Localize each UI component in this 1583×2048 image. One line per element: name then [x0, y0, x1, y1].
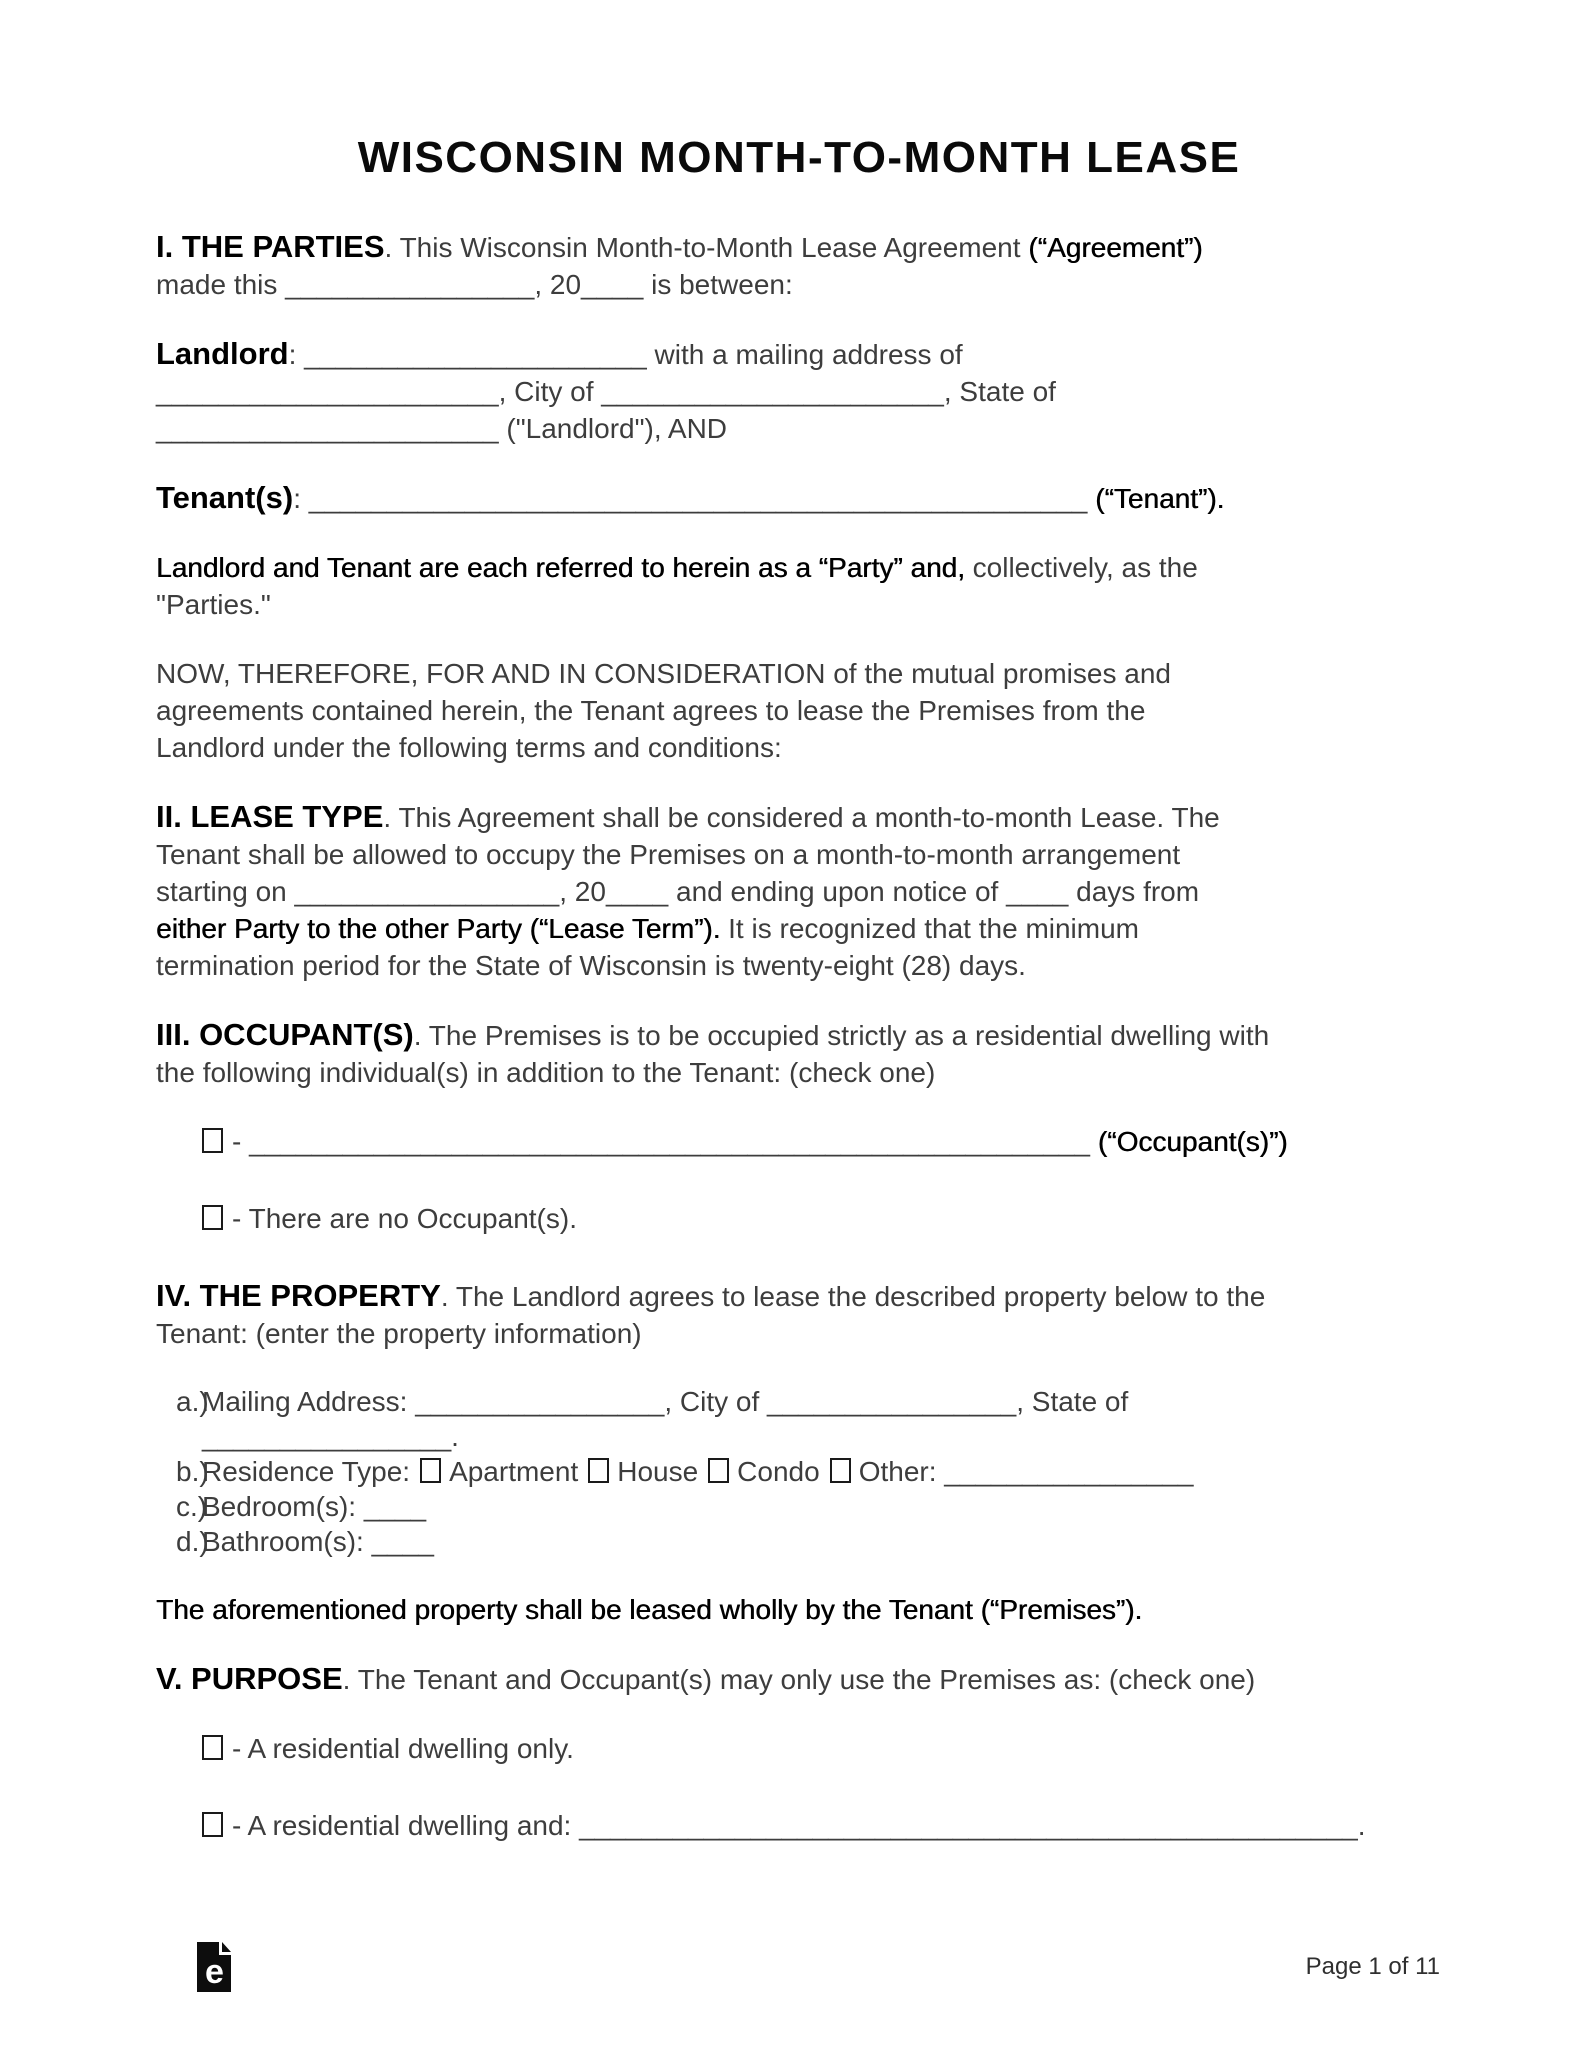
no-occupants-checkbox[interactable]: [202, 1205, 223, 1230]
section-tenant: [156, 479, 1442, 517]
consideration-line2: agreements contained herein, the Tenant agrees to lease the Premises from the: [156, 695, 1146, 726]
section-lease-type: [156, 798, 1442, 984]
residence-apartment-label: Apartment: [449, 1456, 579, 1487]
property-item-bedrooms: [156, 1489, 1442, 1524]
mailing-address-blank: Mailing Address: ________________, City of ________________, State of: [202, 1386, 1129, 1417]
occupants-ref: (“Occupant(s)”): [1097, 1126, 1288, 1157]
residence-type-label: Residence Type:: [202, 1456, 411, 1487]
purpose-dwelling-and-row: [156, 1807, 1442, 1844]
item-b-marker: b.): [176, 1456, 209, 1487]
occupants-heading: III. OCCUPANT(S): [156, 1017, 414, 1052]
item-a-marker: a.): [176, 1386, 209, 1417]
property-item-bathrooms: [156, 1524, 1442, 1559]
residence-condo-label: Condo: [737, 1456, 820, 1487]
dwelling-only-checkbox[interactable]: [202, 1735, 223, 1760]
lease-type-line4: It is recognized that the minimum: [728, 913, 1139, 944]
landlord-label: Landlord: [156, 336, 289, 371]
occupants-line2: the following individual(s) in addition to the Tenant: (check one): [156, 1057, 936, 1088]
dwelling-and-blank: - A residential dwelling and: __________________________________________________.: [232, 1810, 1366, 1841]
residence-other-checkbox[interactable]: [830, 1458, 851, 1483]
page-number: Page 1 of 11: [1305, 1953, 1440, 1980]
lease-type-line1: . This Agreement shall be considered a month-to-month Lease. The: [383, 802, 1220, 833]
party-clause: [156, 549, 1442, 623]
consideration-clause: [156, 655, 1442, 766]
landlord-address-blank: ______________________, City of ______________________, State of: [156, 376, 1056, 407]
occupants-line1: . The Premises is to be occupied strictly as a residential dwelling with: [413, 1020, 1270, 1051]
occupants-named-checkbox[interactable]: [202, 1128, 223, 1153]
lease-start-blank: starting on _________________, 20____ and ending upon notice of ____ days from: [156, 876, 1200, 907]
property-item-mailing-address: [156, 1384, 1442, 1454]
section-purpose: [156, 1660, 1442, 1698]
landlord-state-blank: ______________________ ("Landlord"), AND: [156, 413, 728, 444]
section-occupants: [156, 1016, 1442, 1091]
lease-type-line5: termination period for the State of Wisconsin is twenty-eight (28) days.: [156, 950, 1026, 981]
section-landlord: [156, 335, 1442, 447]
party-clause-light: collectively, as the: [972, 552, 1198, 583]
section-property: [156, 1277, 1442, 1352]
tenant-ref: (“Tenant”).: [1095, 483, 1225, 514]
consideration-line1: NOW, THEREFORE, FOR AND IN CONSIDERATION of the mutual promises and: [156, 658, 1171, 689]
logo-folded-corner: [222, 1942, 231, 1952]
property-heading: IV. THE PROPERTY: [156, 1278, 441, 1313]
residence-apartment-checkbox[interactable]: [420, 1458, 441, 1483]
consideration-line3: Landlord under the following terms and conditions:: [156, 732, 782, 763]
document-content: [156, 0, 1442, 1884]
no-occupants-label: - There are no Occupant(s).: [232, 1203, 577, 1234]
property-item-residence-type: [156, 1454, 1442, 1489]
document-title: WISCONSIN MONTH-TO-MONTH LEASE: [357, 133, 1241, 182]
party-clause-dark: Landlord and Tenant are each referred to herein as a “Party” and,: [156, 552, 973, 583]
residence-other-blank: Other: ________________: [858, 1456, 1194, 1487]
occupants-name-blank: - ______________________________________________________: [232, 1126, 1098, 1157]
logo-letter: e: [205, 1953, 224, 1991]
item-d-marker: d.): [176, 1526, 209, 1557]
residence-house-label: House: [617, 1456, 699, 1487]
tenant-name-blank: : __________________________________________________: [293, 483, 1096, 514]
premises-clause: [156, 1591, 1442, 1628]
parties-quote: "Parties.": [156, 589, 271, 620]
bedrooms-blank: Bedroom(s): ____: [202, 1491, 427, 1522]
tenant-label: Tenant(s): [156, 480, 294, 515]
premises-clause-text: The aforementioned property shall be leased wholly by the Tenant (“Premises”).: [156, 1594, 1143, 1625]
property-line1: . The Landlord agrees to lease the described property below to the: [440, 1281, 1266, 1312]
agreement-ref: (“Agreement”): [1028, 232, 1203, 263]
purpose-line1: . The Tenant and Occupant(s) may only use the Premises as: (check one): [342, 1664, 1256, 1695]
occupants-named-option-row: [156, 1123, 1442, 1160]
lease-type-heading: II. LEASE TYPE: [156, 799, 384, 834]
purpose-dwelling-only-row: [156, 1730, 1442, 1767]
lease-type-line2: Tenant shall be allowed to occupy the Premises on a month-to-month arrangement: [156, 839, 1181, 870]
eforms-logo-icon: [196, 1941, 232, 1993]
lease-term-ref: either Party to the other Party (“Lease Term”).: [156, 913, 729, 944]
item-c-marker: c.): [176, 1491, 208, 1522]
residence-condo-checkbox[interactable]: [708, 1458, 729, 1483]
landlord-name-blank: : ______________________ with a mailing address of: [288, 339, 963, 370]
dwelling-only-label: - A residential dwelling only.: [232, 1733, 574, 1764]
property-line2: Tenant: (enter the property information): [156, 1318, 642, 1349]
parties-date-blank: made this ________________, 20____ is between:: [156, 269, 793, 300]
mailing-address-state-blank: ________________.: [202, 1421, 459, 1452]
residence-house-checkbox[interactable]: [588, 1458, 609, 1483]
section-parties: [156, 228, 1442, 303]
parties-intro-text: . This Wisconsin Month-to-Month Lease Agreement: [384, 232, 1029, 263]
dwelling-and-checkbox[interactable]: [202, 1812, 223, 1837]
purpose-heading: V. PURPOSE: [156, 1661, 343, 1696]
bathrooms-blank: Bathroom(s): ____: [202, 1526, 434, 1557]
parties-heading: I. THE PARTIES: [156, 229, 385, 264]
no-occupants-option-row: [156, 1200, 1442, 1237]
property-detail-list: [156, 1384, 1442, 1559]
